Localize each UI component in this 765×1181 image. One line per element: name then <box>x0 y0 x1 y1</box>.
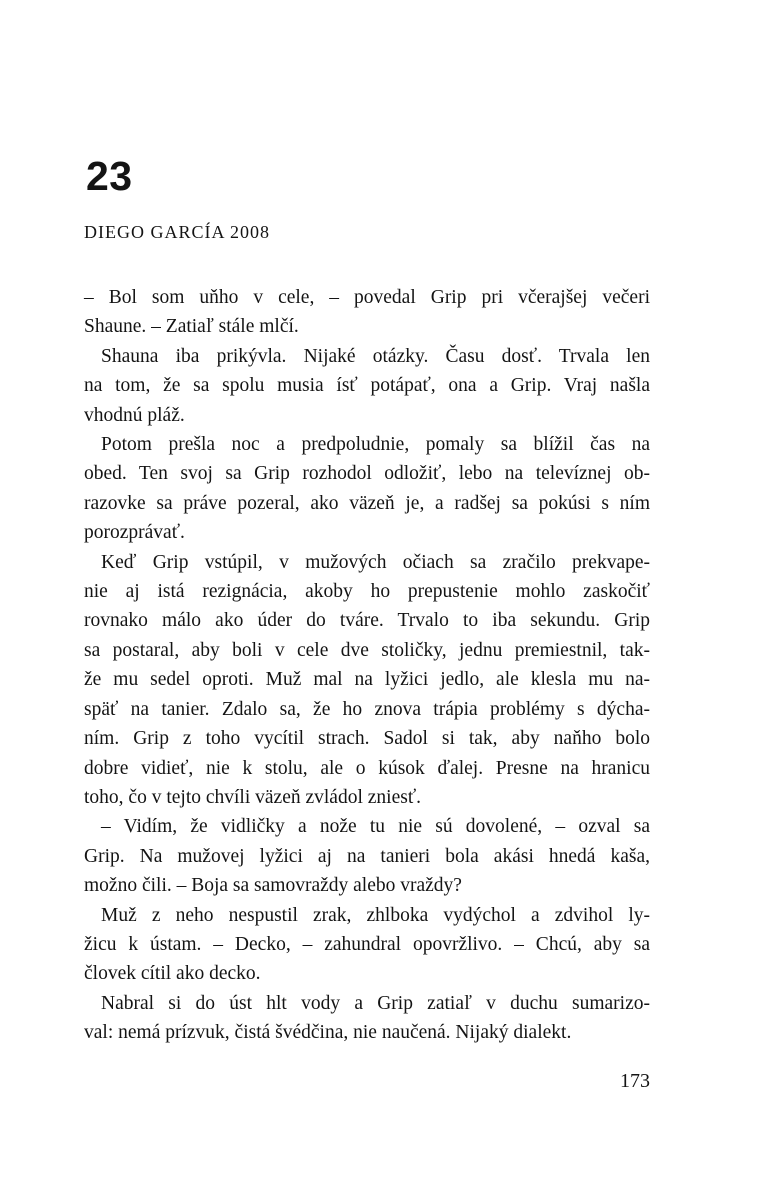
text-line: rovnako málo ako úder do tváre. Trvalo to iba sekundu. Grip <box>84 610 650 632</box>
paragraph <box>84 283 650 342</box>
text-line: nie aj istá rezignácia, akoby ho prepustenie mohlo zaskočiť <box>84 581 650 603</box>
paragraph <box>84 812 650 900</box>
text-line: na tom, že sa spolu musia ísť potápať, ona a Grip. Vraj našla <box>84 375 650 397</box>
text-line: val: nemá prízvuk, čistá švédčina, nie naučená. Nijaký dialekt. <box>84 1022 572 1044</box>
text-line: že mu sedel oproti. Muž mal na lyžici jedlo, ale klesla mu na- <box>84 669 650 691</box>
text-line: dobre vidieť, nie k stolu, ale o kúsok ďalej. Presne na hranicu <box>84 757 650 779</box>
chapter-number: 23 <box>86 153 133 199</box>
text-line: Grip. Na mužovej lyžici aj na tanieri bola akási hnedá kaša, <box>84 845 650 867</box>
text-line: obed. Ten svoj sa Grip rozhodol odložiť, lebo na televíznej ob- <box>84 463 650 485</box>
text-line: Keď Grip vstúpil, v mužových očiach sa zračilo prekvape- <box>101 551 650 573</box>
text-line: ním. Grip z toho vycítil strach. Sadol si tak, aby naňho bolo <box>84 728 650 750</box>
paragraph <box>84 989 650 1048</box>
text-line: vhodnú pláž. <box>84 404 185 426</box>
text-line: Shaune. – Zatiaľ stále mlčí. <box>84 316 299 338</box>
text-line: porozprávať. <box>84 522 185 544</box>
text-line: človek cítil ako decko. <box>84 963 261 985</box>
text-line: Shauna iba prikývla. Nijaké otázky. Času dosť. Trvala len <box>101 345 650 367</box>
page-number: 173 <box>620 1070 650 1092</box>
text-line: razovke sa práve pozeral, ako väzeň je, a radšej sa pokúsi s ním <box>84 492 650 514</box>
text-line: Potom prešla noc a predpoludnie, pomaly sa blížil čas na <box>101 434 650 456</box>
text-line: – Vidím, že vidličky a nože tu nie sú dovolené, – ozval sa <box>101 816 650 838</box>
text-line: – Bol som uňho v cele, – povedal Grip pri včerajšej večeri <box>84 287 650 308</box>
paragraph <box>84 430 650 548</box>
text-line: sa postaral, aby boli v cele dve stoličky, jednu premiestnil, tak- <box>84 639 650 661</box>
text-line: späť na tanier. Zdalo sa, že ho znova trápia problémy s dýcha- <box>84 698 650 720</box>
text-line: žicu k ústam. – Decko, – zahundral opovržlivo. – Chcú, aby sa <box>84 933 650 955</box>
body-text <box>84 283 650 1048</box>
paragraph <box>84 901 650 989</box>
text-line: možno čili. – Boja sa samovraždy alebo vraždy? <box>84 875 462 897</box>
paragraph <box>84 548 650 813</box>
chapter-subtitle: DIEGO GARCÍA 2008 <box>84 222 270 242</box>
text-line: toho, čo v tejto chvíli väzeň zvládol zniesť. <box>84 786 422 808</box>
text-line: Muž z neho nespustil zrak, zhlboka vydýchol a zdvihol ly- <box>101 904 650 926</box>
text-line: Nabral si do úst hlt vody a Grip zatiaľ v duchu sumarizo- <box>101 992 650 1014</box>
paragraph <box>84 342 650 430</box>
